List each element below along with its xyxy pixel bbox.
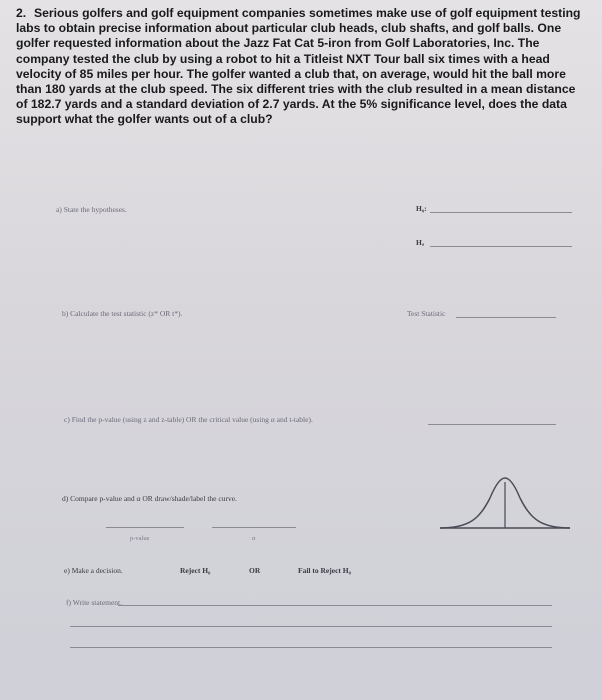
pvalue-answer-line[interactable] bbox=[106, 527, 184, 528]
test-statistic-answer-line[interactable] bbox=[456, 317, 556, 318]
h0-answer-line[interactable] bbox=[430, 212, 572, 213]
part-e-label: e) Make a decision. bbox=[64, 566, 123, 575]
statement-line-3[interactable] bbox=[70, 647, 552, 648]
reject-h0-option[interactable]: Reject H₀ bbox=[180, 566, 211, 575]
statement-line-1[interactable] bbox=[118, 605, 552, 606]
fail-to-reject-h0-option[interactable]: Fail to Reject H₀ bbox=[298, 566, 351, 575]
test-statistic-label: Test Statistic bbox=[407, 309, 446, 318]
part-a-label: a) State the hypotheses. bbox=[56, 205, 127, 214]
part-c-label: c) Find the p-value (using z and z-table) OR the critical value (using α and t-table). bbox=[64, 415, 313, 424]
question-block bbox=[16, 6, 586, 128]
part-f-label: f) Write statement. bbox=[66, 598, 122, 607]
ha-label: Hₐ bbox=[416, 238, 425, 247]
part-c-answer-line[interactable] bbox=[428, 424, 556, 425]
part-d-label: d) Compare p-value and α OR draw/shade/label the curve. bbox=[62, 494, 237, 503]
or-text: OR bbox=[249, 566, 261, 575]
question-number: 2. bbox=[16, 6, 27, 20]
pvalue-label: p-value bbox=[130, 535, 150, 542]
question-text: Serious golfers and golf equipment companies sometimes make use of golf equipment testing labs to obtain precise information about particular club heads, club shafts, and golf balls. One golfer requested information about the Jazz Fat Cat 5-iron from Golf Laboratories, Inc. The company tested the club by using a robot to hit a Titleist NXT Tour ball six times with a head velocity of 85 miles per hour. The golfer wanted a club that, on average, would hit the ball more than 180 yards at the club speed. The six different tries with the club resulted in a mean distance of 182.7 yards and a standard deviation of 2.7 yards. At the 5% significance level, does the data support what the golfer wants out of a club? bbox=[16, 6, 581, 127]
ha-answer-line[interactable] bbox=[430, 246, 572, 247]
part-b-label: b) Calculate the test statistic (z* OR t*). bbox=[62, 309, 183, 318]
normal-curve-graphic bbox=[440, 474, 570, 534]
alpha-label: α bbox=[252, 535, 256, 542]
h0-label: H₀: bbox=[416, 204, 427, 213]
alpha-answer-line[interactable] bbox=[212, 527, 296, 528]
statement-line-2[interactable] bbox=[70, 626, 552, 627]
